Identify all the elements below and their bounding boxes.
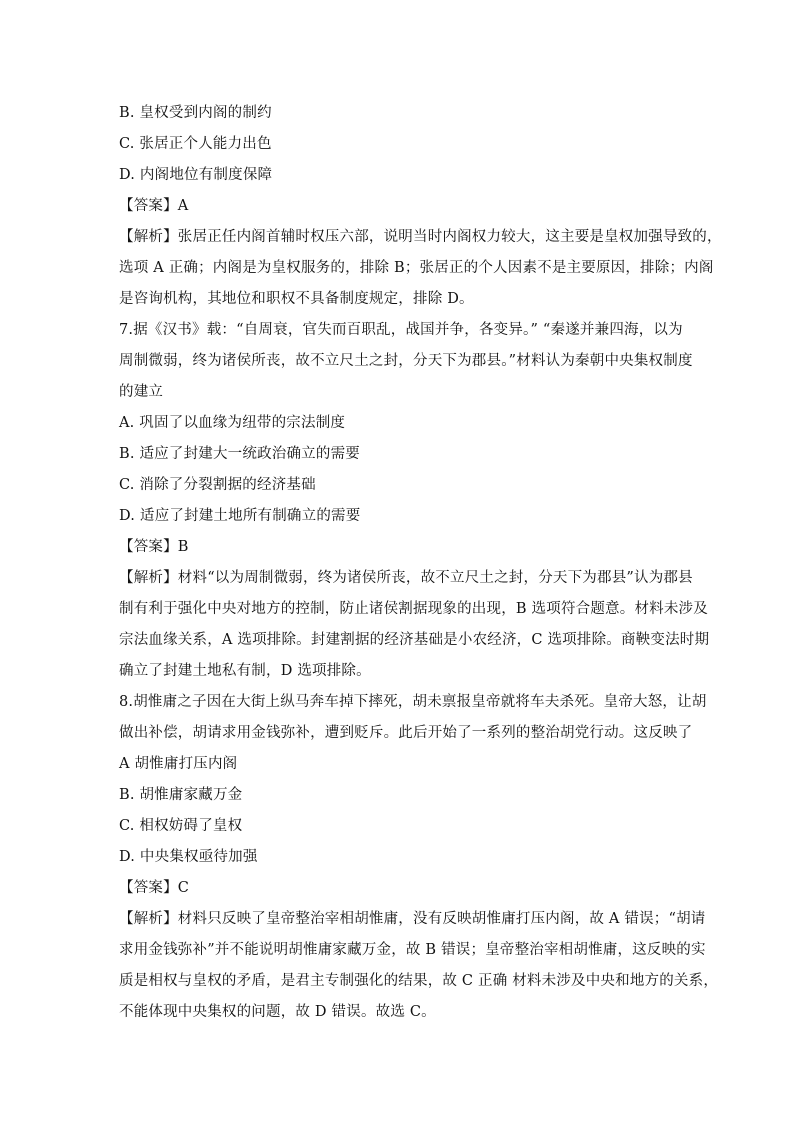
analysis-line: 质是相权与皇权的矛盾，是君主专制强化的结果，故 C 正确 材料未涉及中央和地方的关系，	[119, 973, 719, 989]
analysis-line: 是咨询机构，其地位和职权不具备制度规定，排除 D。	[119, 291, 474, 307]
option-c: C. 相权妨碍了皇权	[119, 818, 243, 834]
question-7	[119, 315, 710, 687]
answer-label: 【答案】C	[119, 880, 190, 896]
option-d: D. 内阁地位有制度保障	[119, 167, 273, 183]
question-stem-line: 的建立	[119, 384, 164, 400]
analysis-line: 选项 A 正确；内阁是为皇权服务的，排除 B；张居正的个人因素不是主要原因，排除；内阁	[119, 260, 714, 276]
document-page	[119, 98, 722, 1028]
analysis-line: 求用金钱弥补”并不能说明胡惟庸家藏万金，故 B 错误；皇帝整治宰相胡惟庸，这反映的实	[119, 942, 706, 958]
option-c: C. 张居正个人能力出色	[119, 136, 272, 152]
answer-label: 【答案】A	[119, 198, 189, 214]
question-8	[119, 687, 719, 1028]
analysis-line: 【解析】张居正任内阁首辅时权压六部，说明当时内阁权力较大，这主要是皇权加强导致的，	[119, 229, 722, 245]
analysis-line: 确立了封建土地私有制，D 选项排除。	[119, 663, 371, 679]
option-a: A. 巩固了以血缘为纽带的宗法制度	[119, 415, 346, 431]
option-b: B. 皇权受到内阁的制约	[119, 105, 272, 121]
option-c: C. 消除了分裂割据的经济基础	[119, 477, 316, 493]
question-stem-line: 做出补偿，胡请求用金钱弥补，遭到贬斥。此后开始了一系列的整治胡党行动。这反映了	[119, 725, 693, 741]
answer-label: 【答案】B	[119, 539, 189, 555]
question-stem-line: 7.据《汉书》载：“自周衰，官失而百职乱，战国并争，各变异。” “秦遂并兼四海，以为	[119, 322, 683, 338]
question-stem-line: 8.胡惟庸之子因在大街上纵马奔车掉下摔死，胡未禀报皇帝就将车夫杀死。皇帝大怒，让胡	[119, 694, 707, 710]
question-6-tail	[119, 98, 722, 315]
analysis-line: 不能体现中央集权的问题，故 D 错误。故选 C。	[119, 1004, 436, 1020]
analysis-line: 宗法血缘关系，A 选项排除。封建割据的经济基础是小农经济，C 选项排除。商鞅变法时期	[119, 632, 710, 648]
analysis-line: 【解析】材料只反映了皇帝整治宰相胡惟庸，没有反映胡惟庸打压内阁，故 A 错误；“胡请	[119, 911, 706, 927]
option-b: B. 胡惟庸家藏万金	[119, 787, 243, 803]
analysis-line: 【解析】材料“以为周制微弱，终为诸侯所丧，故不立尺土之封，分天下为郡县”认为郡县	[119, 570, 693, 586]
analysis-line: 制有利于强化中央对地方的控制，防止诸侯割据现象的出现，B 选项符合题意。材料未涉及	[119, 601, 708, 617]
option-a: A 胡惟庸打压内阁	[119, 756, 238, 772]
question-stem-line: 周制微弱，终为诸侯所丧，故不立尺土之封，分天下为郡县。”材料认为秦朝中央集权制度	[119, 353, 693, 369]
option-b: B. 适应了封建大一统政治确立的需要	[119, 446, 360, 462]
option-d: D. 中央集权亟待加强	[119, 849, 258, 865]
option-d: D. 适应了封建土地所有制确立的需要	[119, 508, 361, 524]
